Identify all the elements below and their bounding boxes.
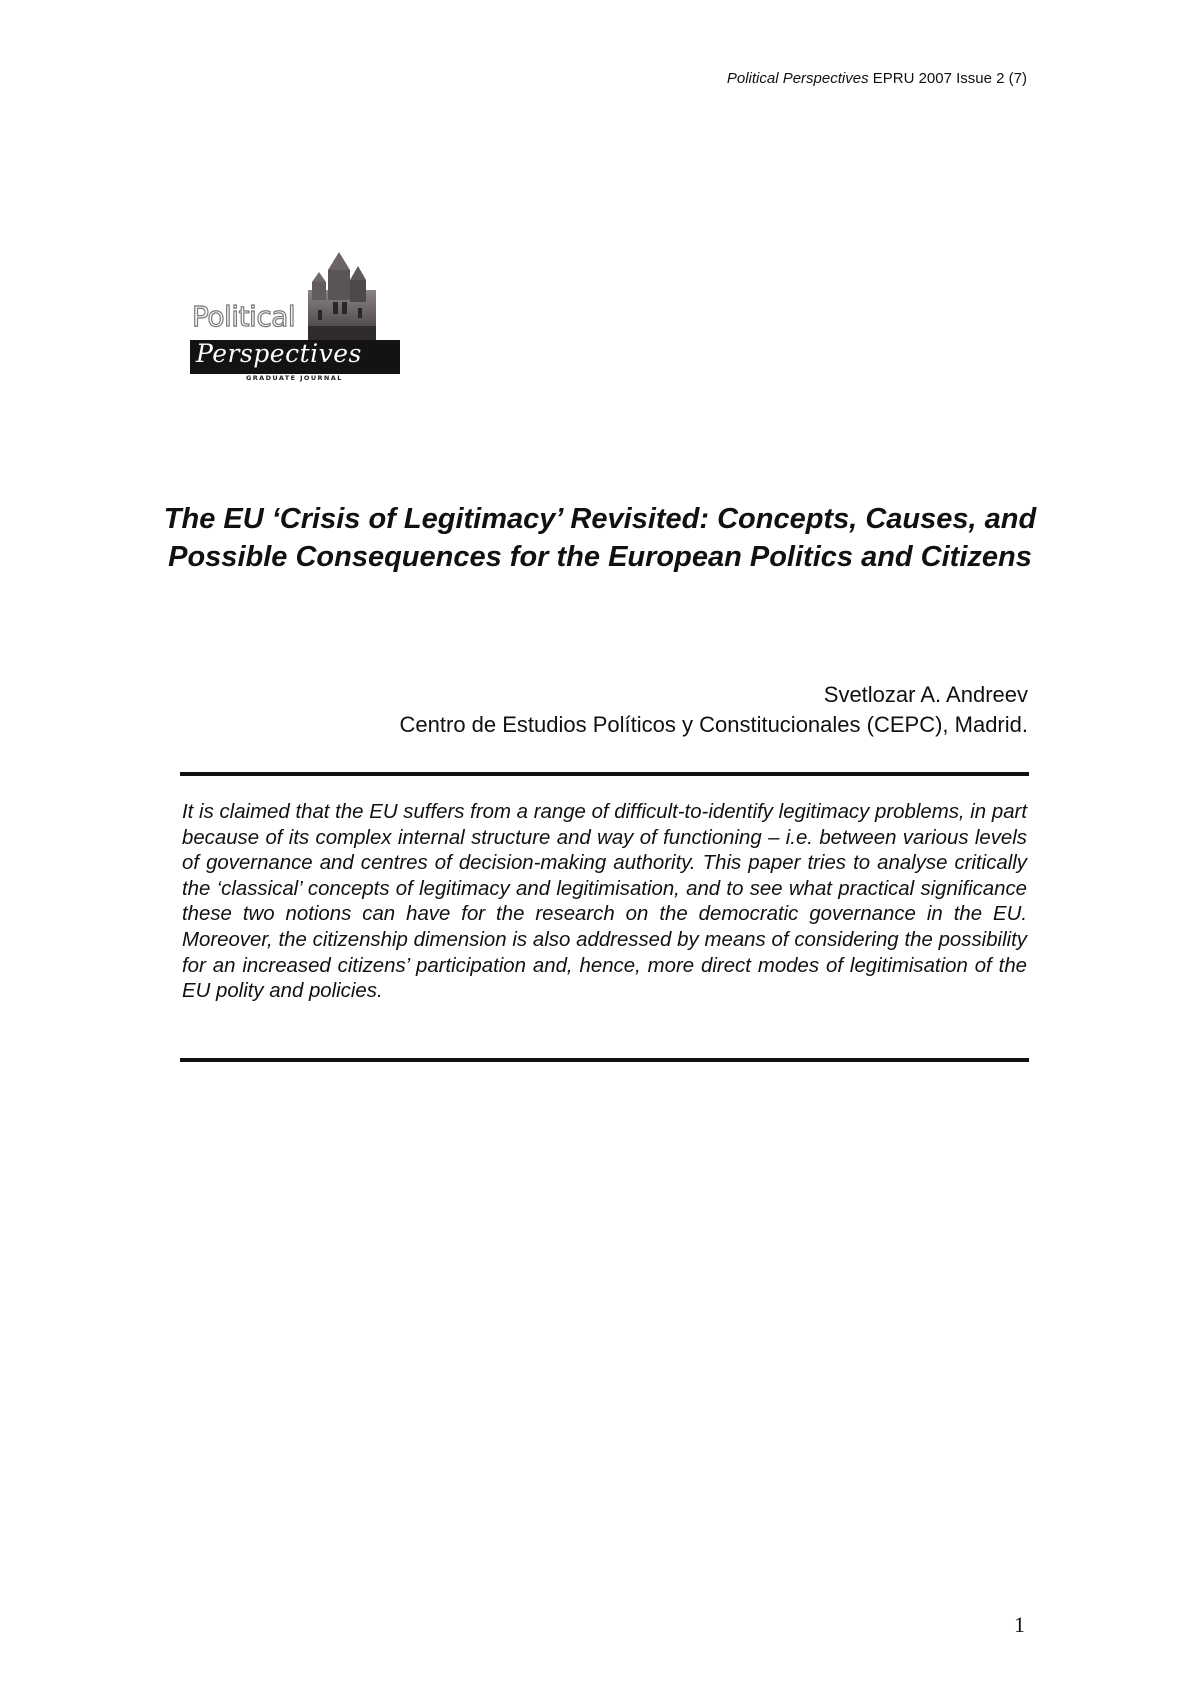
logo-tagline: GRADUATE JOURNAL xyxy=(246,374,343,382)
running-header-journal: Political Perspectives xyxy=(726,70,869,87)
running-header xyxy=(727,70,1027,87)
page-number: 1 xyxy=(1014,1612,1025,1637)
logo-word-perspectives: Perspectives xyxy=(196,339,362,368)
author-block xyxy=(400,680,1028,740)
author-name: Svetlozar A. Andreev xyxy=(823,682,1028,707)
paper-title: The EU ‘Crisis of Legitimacy’ Revisited: Concepts, Causes, and Possible Consequences for the European Politics and Citizens xyxy=(163,503,1037,573)
abstract-top-rule xyxy=(180,772,1029,776)
running-header-issue: EPRU 2007 Issue 2 (7) xyxy=(872,70,1027,87)
abstract-text: It is claimed that the EU suffers from a range of difficult-to-identify legitimacy problems, in part because of its complex internal structure and way of functioning – i.e. between various levels of governance and centres of decision-making authority. This paper tries to analyse critically the ‘classical’ concepts of legitimacy and legitimisation, and to see what practical significance these two notions can have for the research on the democratic governance in the EU. Moreover, the citizenship dimension is also addressed by means of considering the possibility for an increased citizens’ participation and, hence, more direct modes of legitimisation of the EU polity and policies. xyxy=(182,801,1027,1003)
abstract-bottom-rule xyxy=(180,1058,1029,1062)
journal-logo xyxy=(190,252,405,384)
author-affiliation: Centro de Estudios Políticos y Constitucionales (CEPC), Madrid. xyxy=(399,712,1028,737)
logo-word-political: Political xyxy=(192,300,296,333)
